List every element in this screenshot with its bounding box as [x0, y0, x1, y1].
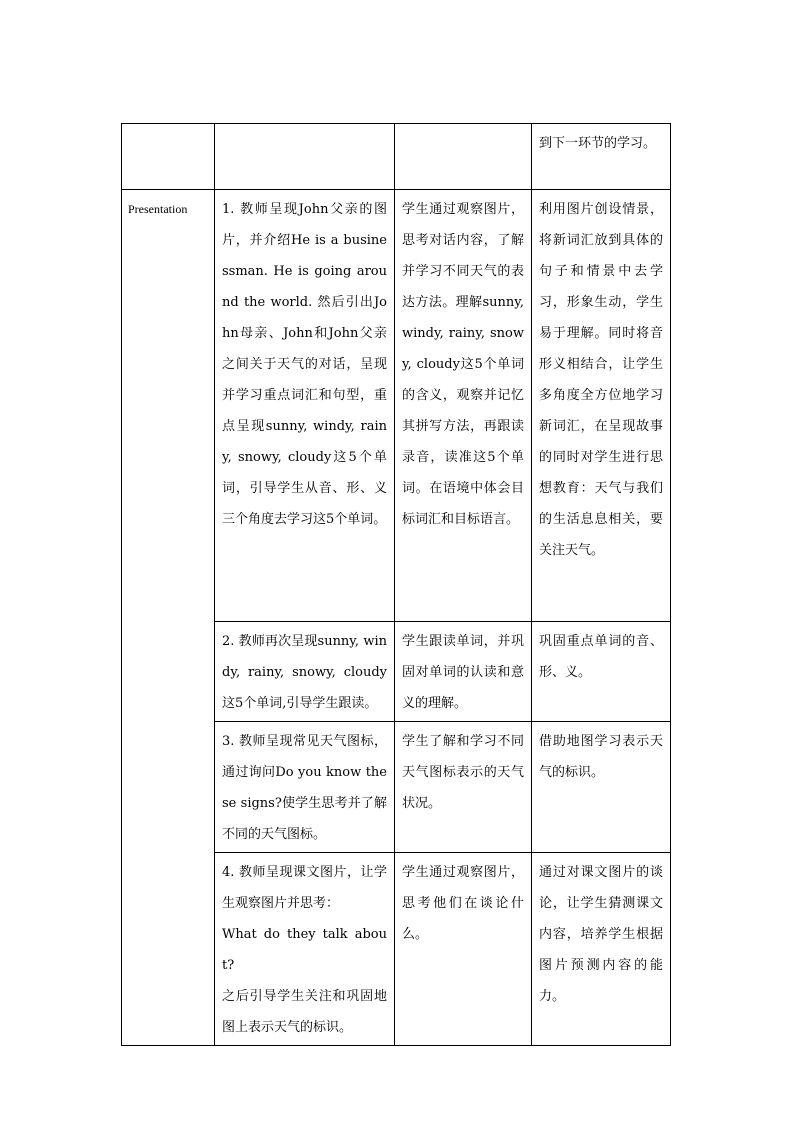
teacher-activity-cell: 3. 教师呈现常见天气图标，通过询问Do you know these signs?使学生思考并了解不同的天气图标。 — [215, 722, 395, 853]
student-activity-cell: 学生通过观察图片，思考对话内容，了解并学习不同天气的表达方法。理解sunny, windy, rainy, snowy, cloudy这5个单词的含义，观察并记忆其拼写方法，再跟读录音，读准这5个单词。在语境中体会目标词汇和目标语言。 — [395, 190, 532, 622]
student-activity-cell: 学生了解和学习不同天气图标表示的天气状况。 — [395, 722, 532, 853]
lesson-plan-table — [121, 123, 671, 1046]
student-activity-cell: 学生跟读单词，并巩固对单词的认读和意义的理解。 — [395, 622, 532, 722]
purpose-cell: 通过对课文图片的谈论，让学生猜测课文内容，培养学生根据图片预测内容的能力。 — [532, 853, 671, 1046]
purpose-cell: 利用图片创设情景，将新词汇放到具体的句子和情景中去学习，形象生动，学生易于理解。同时将音形义相结合，让学生多角度全方位地学习新词汇，在呈现故事的同时对学生进行思想教育：天气与我们的生活息息相关，要关注天气。 — [532, 190, 671, 622]
teacher-activity-cell: 2. 教师再次呈现sunny, windy, rainy, snowy, cloudy这5个单词,引导学生跟读。 — [215, 622, 395, 722]
stage-cell — [122, 124, 215, 190]
teacher-activity-cell — [215, 124, 395, 190]
table-row — [122, 124, 671, 190]
stage-cell: Presentation — [122, 190, 215, 1046]
purpose-cell: 巩固重点单词的音、形、义。 — [532, 622, 671, 722]
student-activity-cell: 学生通过观察图片，思考他们在谈论什么。 — [395, 853, 532, 1046]
teacher-activity-cell: 1. 教师呈现John父亲的图片，并介绍He is a businessman. He is going around the world. 然后引出John母亲、John和John父亲之间关于天气的对话，呈现并学习重点词汇和句型，重点呈现sunny, windy, rainy, snowy, cloudy这5个单词，引导学生从音、形、义三个角度去学习这5个单词。 — [215, 190, 395, 622]
purpose-cell: 到下一环节的学习。 — [532, 124, 671, 190]
teacher-activity-cell: 4. 教师呈现课文图片，让学生观察图片并思考： What do they talk about? 之后引导学生关注和巩固地图上表示天气的标识。 — [215, 853, 395, 1046]
table-row — [122, 190, 671, 622]
purpose-cell: 借助地图学习表示天气的标识。 — [532, 722, 671, 853]
student-activity-cell — [395, 124, 532, 190]
